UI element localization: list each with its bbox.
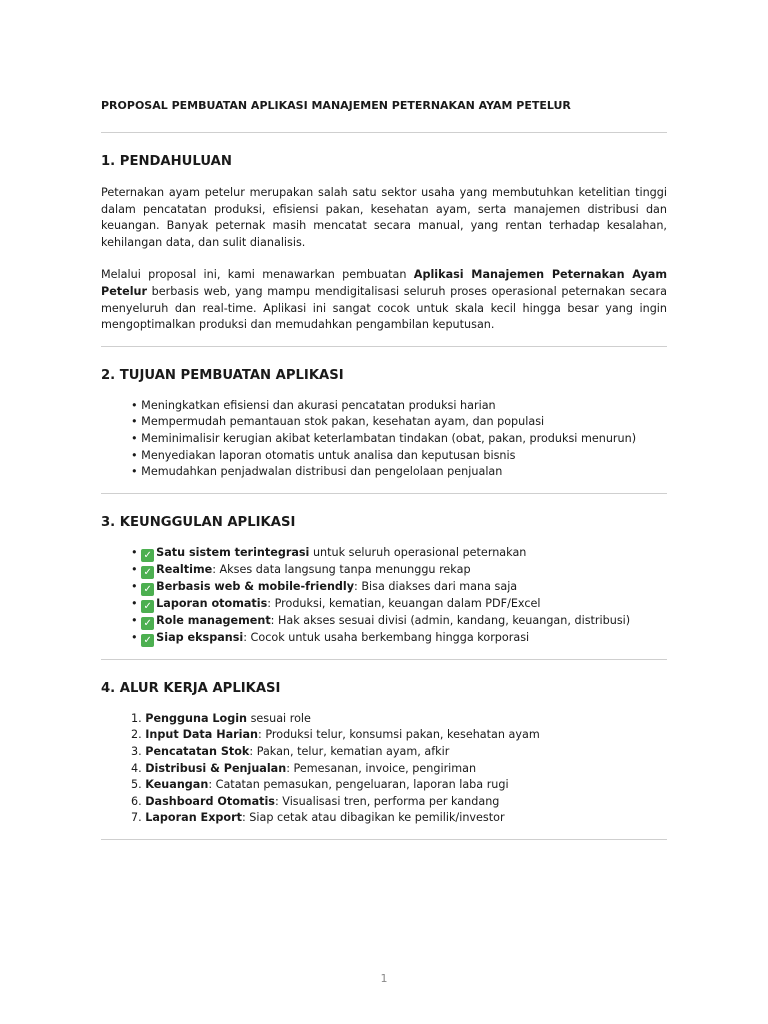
workflow-steps-list [131, 711, 667, 827]
step-desc: : Pakan, telur, kematian ayam, afkir [249, 744, 450, 758]
step-name: Dashboard Otomatis [145, 794, 275, 808]
check-mark-icon: ✓ [141, 566, 154, 579]
app-name-bold: Aplikasi Manajemen Peternakan Ayam Petelur [101, 268, 667, 298]
divider [101, 346, 667, 347]
step-desc: : Pemesanan, invoice, pengiriman [286, 761, 477, 775]
feature-desc: untuk seluruh operasional peternakan [309, 545, 527, 559]
feature-desc: : Hak akses sesuai divisi (admin, kandang, keuangan, distribusi) [270, 613, 631, 627]
divider [101, 659, 667, 660]
bullet: • [131, 630, 138, 644]
bullet: • [131, 562, 138, 576]
document-title: PROPOSAL PEMBUATAN APLIKASI MANAJEMEN PETERNAKAN AYAM PETELUR [101, 99, 571, 112]
section-heading-keunggulan: 3. KEUNGGULAN APLIKASI [101, 514, 296, 530]
step-name: Pencatatan Stok [145, 744, 250, 758]
list-item [131, 630, 667, 647]
bullet: • [131, 398, 138, 412]
list-item [131, 744, 667, 761]
feature-name: Berbasis web & mobile-friendly [156, 579, 355, 593]
step-number: 1. [131, 711, 142, 725]
check-mark-icon: ✓ [141, 583, 154, 596]
paragraph-text: berbasis web, yang mampu mendigitalisasi seluruh proses operasional peternakan secara menyeluruh dan real-time. Aplikasi ini sangat cocok untuk skala kecil hingga besar yang ingin mengoptimalkan produksi dan memudahkan pengambilan keputusan. [101, 284, 667, 332]
feature-name: Role management [156, 613, 271, 627]
list-item [131, 398, 667, 415]
step-name: Pengguna Login [145, 711, 248, 725]
list-item-text: Mempermudah pemantauan stok pakan, kesehatan ayam, dan populasi [141, 415, 545, 429]
divider [101, 493, 667, 494]
check-mark-icon: ✓ [141, 549, 154, 562]
step-desc: : Visualisasi tren, performa per kandang [274, 794, 500, 808]
bullet: • [131, 415, 138, 429]
bullet: • [131, 448, 138, 462]
step-number: 4. [131, 761, 142, 775]
section-heading-pendahuluan: 1. PENDAHULUAN [101, 154, 232, 169]
step-number: 2. [131, 728, 142, 742]
list-item [131, 464, 667, 481]
step-number: 6. [131, 794, 142, 808]
goals-list [131, 398, 667, 481]
list-item-text: Meminimalisir kerugian akibat keterlambatan tindakan (obat, pakan, produksi menurun) [141, 431, 637, 445]
page-number: 1 [380, 972, 388, 985]
step-name: Laporan Export [145, 811, 242, 825]
list-item [131, 613, 667, 630]
list-item [131, 727, 667, 744]
bullet: • [131, 613, 138, 627]
step-desc: : Catatan pemasukan, pengeluaran, laporan laba rugi [208, 778, 509, 792]
list-item [131, 448, 667, 465]
list-item [131, 761, 667, 778]
list-item [131, 596, 667, 613]
feature-name: Laporan otomatis [156, 596, 268, 610]
list-item [131, 810, 667, 827]
feature-name: Realtime [156, 562, 213, 576]
step-name: Distribusi & Penjualan [145, 761, 287, 775]
list-item [131, 562, 667, 579]
feature-desc: : Cocok untuk usaha berkembang hingga korporasi [243, 630, 530, 644]
list-item [131, 711, 667, 728]
bullet: • [131, 596, 138, 610]
bullet: • [131, 431, 138, 445]
divider [101, 132, 667, 133]
step-name: Input Data Harian [145, 728, 258, 742]
check-mark-icon: ✓ [141, 617, 154, 630]
step-name: Keuangan [145, 778, 209, 792]
bullet: • [131, 545, 138, 559]
step-number: 5. [131, 778, 142, 792]
paragraph-text: Melalui proposal ini, kami menawarkan pembuatan [101, 268, 414, 282]
feature-desc: : Produksi, kematian, keuangan dalam PDF/Excel [267, 596, 541, 610]
list-item-text: Meningkatkan efisiensi dan akurasi pencatatan produksi harian [141, 398, 496, 412]
paragraph-intro: Peternakan ayam petelur merupakan salah satu sektor usaha yang membutuhkan ketelitian tinggi dalam pencatatan produksi, efisiensi pakan, kesehatan ayam, serta manajemen distribusi dan keuangan. Banyak peternak masih mencatat secara manual, yang rentan terhadap kesalahan, kehilangan data, dan sulit dianalisis. [101, 186, 667, 249]
step-number: 7. [131, 811, 142, 825]
step-desc: : Siap cetak atau dibagikan ke pemilik/investor [241, 811, 505, 825]
step-desc: : Produksi telur, konsumsi pakan, kesehatan ayam [258, 728, 540, 742]
advantages-list [131, 545, 667, 647]
check-mark-icon: ✓ [141, 634, 154, 647]
list-item [131, 579, 667, 596]
section-heading-tujuan: 2. TUJUAN PEMBUATAN APLIKASI [101, 367, 344, 383]
list-item [131, 545, 667, 562]
bullet: • [131, 579, 138, 593]
step-number: 3. [131, 744, 142, 758]
feature-name: Siap ekspansi [156, 630, 244, 644]
list-item [131, 431, 667, 448]
list-item [131, 414, 667, 431]
list-item-text: Menyediakan laporan otomatis untuk analisa dan keputusan bisnis [141, 448, 516, 462]
list-item [131, 777, 667, 794]
step-desc: sesuai role [247, 711, 311, 725]
paragraph-proposal [101, 267, 667, 333]
feature-desc: : Akses data langsung tanpa menunggu rekap [212, 562, 471, 576]
list-item-text: Memudahkan penjadwalan distribusi dan pengelolaan penjualan [141, 465, 503, 479]
list-item [131, 794, 667, 811]
divider [101, 839, 667, 840]
check-mark-icon: ✓ [141, 600, 154, 613]
bullet: • [131, 465, 138, 479]
section-heading-alur-kerja: 4. ALUR KERJA APLIKASI [101, 680, 281, 696]
feature-name: Satu sistem terintegrasi [156, 545, 310, 559]
feature-desc: : Bisa diakses dari mana saja [354, 579, 518, 593]
document-page [101, 92, 667, 840]
